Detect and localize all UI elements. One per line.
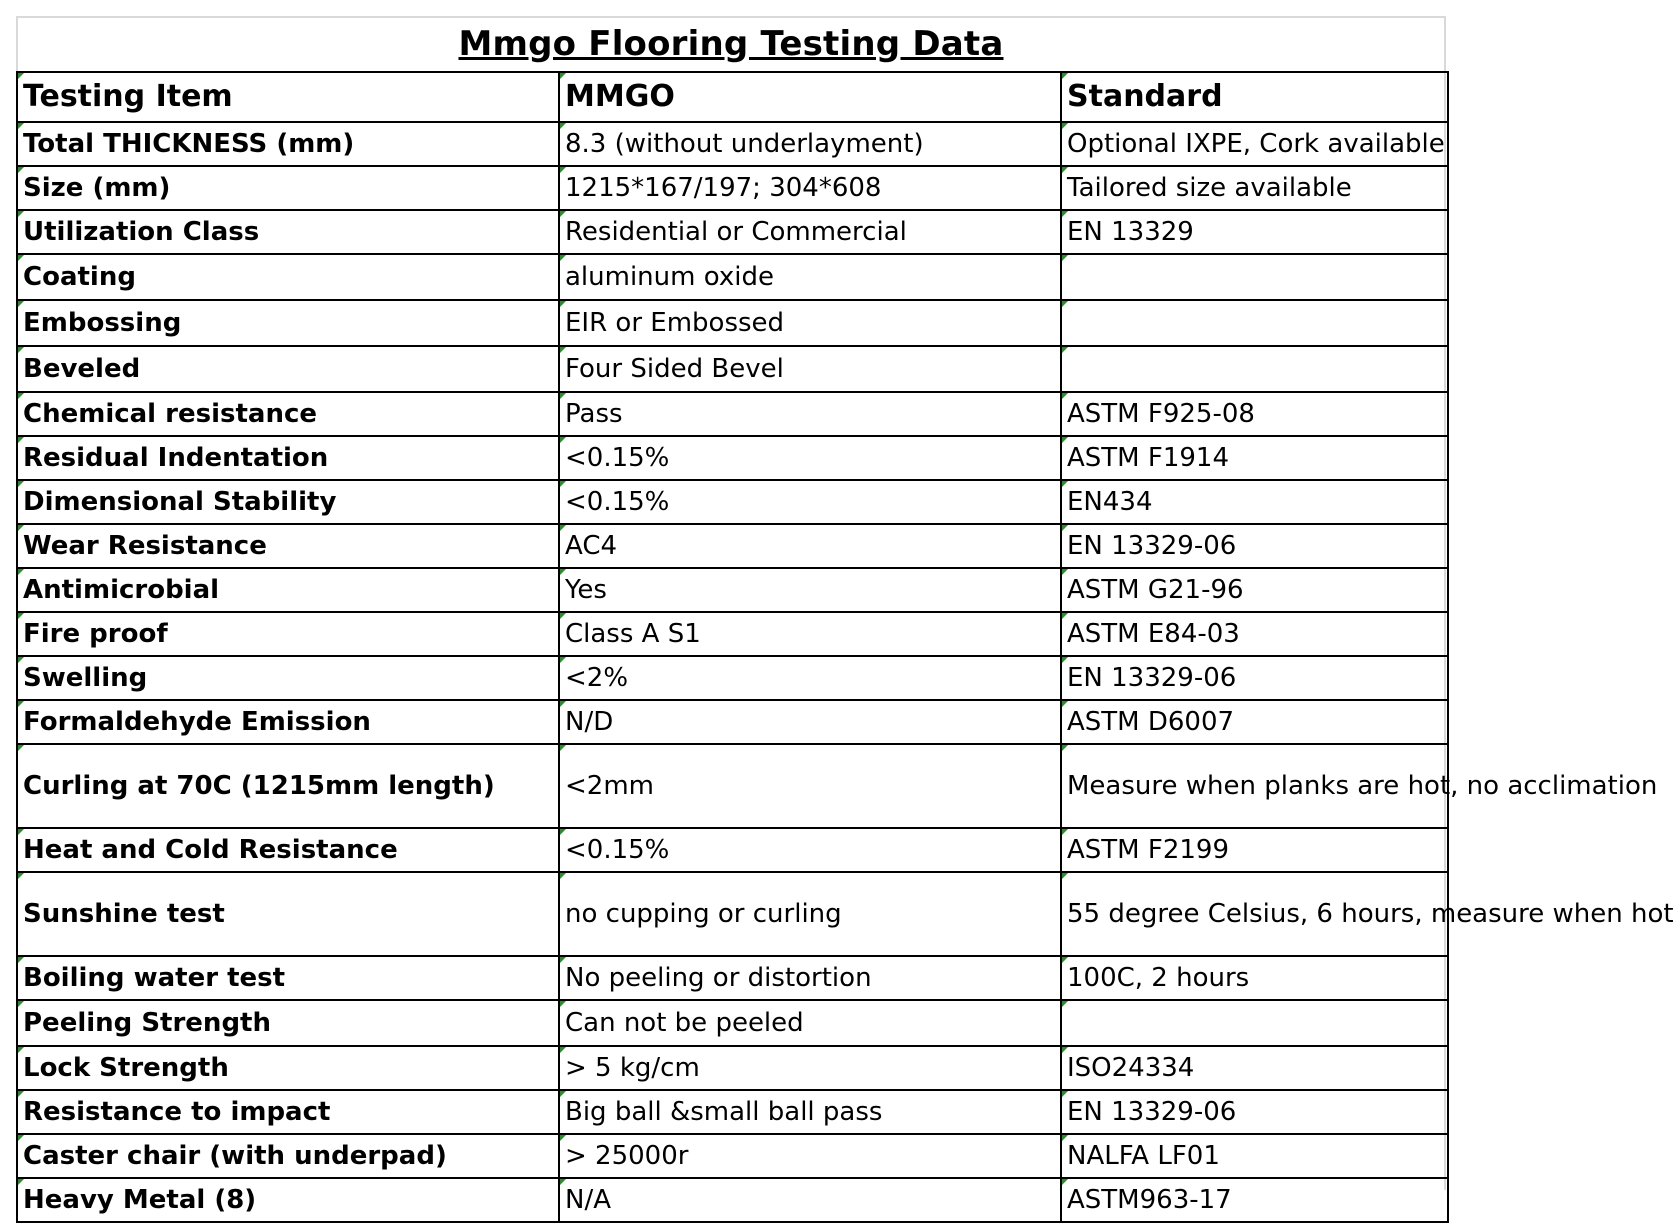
cell-testing-item[interactable]: Utilization Class — [17, 210, 559, 254]
cell-mmgo[interactable]: AC4 — [559, 524, 1061, 568]
table-row — [17, 166, 1448, 210]
cell-standard[interactable]: EN 13329-06 — [1061, 656, 1448, 700]
table-row — [17, 1134, 1448, 1178]
table-row — [17, 480, 1448, 524]
header-row — [17, 72, 1448, 122]
cell-standard[interactable]: 100C, 2 hours — [1061, 956, 1448, 1000]
cell-mmgo[interactable]: Four Sided Bevel — [559, 346, 1061, 392]
cell-standard[interactable]: Tailored size available — [1061, 166, 1448, 210]
cell-testing-item[interactable]: Residual Indentation — [17, 436, 559, 480]
cell-standard[interactable] — [1061, 1000, 1448, 1046]
cell-standard[interactable] — [1061, 254, 1448, 300]
cell-standard[interactable]: ASTM F2199 — [1061, 828, 1448, 872]
cell-testing-item[interactable]: Heavy Metal (8) — [17, 1178, 559, 1222]
cell-testing-item[interactable]: Fire proof — [17, 612, 559, 656]
cell-testing-item[interactable]: Formaldehyde Emission — [17, 700, 559, 744]
cell-mmgo[interactable]: <0.15% — [559, 480, 1061, 524]
cell-standard[interactable]: ASTM F1914 — [1061, 436, 1448, 480]
cell-standard[interactable]: EN434 — [1061, 480, 1448, 524]
cell-testing-item[interactable]: Dimensional Stability — [17, 480, 559, 524]
cell-mmgo[interactable]: <2% — [559, 656, 1061, 700]
table-row — [17, 122, 1448, 166]
cell-mmgo[interactable]: N/D — [559, 700, 1061, 744]
cell-testing-item[interactable]: Resistance to impact — [17, 1090, 559, 1134]
cell-mmgo[interactable]: 8.3 (without underlayment) — [559, 122, 1061, 166]
cell-mmgo[interactable]: > 5 kg/cm — [559, 1046, 1061, 1090]
header-testing-item[interactable]: Testing Item — [17, 72, 559, 122]
table-row — [17, 872, 1448, 956]
table-row — [17, 436, 1448, 480]
cell-testing-item[interactable]: Total THICKNESS (mm) — [17, 122, 559, 166]
cell-mmgo[interactable]: no cupping or curling — [559, 872, 1061, 956]
cell-standard[interactable]: Optional IXPE, Cork available — [1061, 122, 1448, 166]
cell-mmgo[interactable]: Class A S1 — [559, 612, 1061, 656]
table-row — [17, 568, 1448, 612]
header-mmgo[interactable]: MMGO — [559, 72, 1061, 122]
cell-mmgo[interactable]: > 25000r — [559, 1134, 1061, 1178]
cell-mmgo[interactable]: 1215*167/197; 304*608 — [559, 166, 1061, 210]
cell-mmgo[interactable]: Pass — [559, 392, 1061, 436]
cell-standard[interactable]: 55 degree Celsius, 6 hours, measure when hot — [1061, 872, 1448, 956]
table-row — [17, 392, 1448, 436]
cell-mmgo[interactable]: Big ball &small ball pass — [559, 1090, 1061, 1134]
cell-mmgo[interactable]: N/A — [559, 1178, 1061, 1222]
cell-standard[interactable]: EN 13329-06 — [1061, 524, 1448, 568]
table-row — [17, 1000, 1448, 1046]
cell-testing-item[interactable]: Curling at 70C (1215mm length) — [17, 744, 559, 828]
cell-standard[interactable]: ASTM F925-08 — [1061, 392, 1448, 436]
cell-mmgo[interactable]: No peeling or distortion — [559, 956, 1061, 1000]
testing-data-table — [16, 71, 1674, 1223]
table-row — [17, 254, 1448, 300]
cell-mmgo[interactable]: <0.15% — [559, 828, 1061, 872]
cell-testing-item[interactable]: Sunshine test — [17, 872, 559, 956]
table-row — [17, 828, 1448, 872]
cell-mmgo[interactable]: Residential or Commercial — [559, 210, 1061, 254]
cell-testing-item[interactable]: Swelling — [17, 656, 559, 700]
table-row — [17, 744, 1448, 828]
table-row — [17, 612, 1448, 656]
cell-mmgo[interactable]: aluminum oxide — [559, 254, 1061, 300]
table-row — [17, 210, 1448, 254]
cell-mmgo[interactable]: EIR or Embossed — [559, 300, 1061, 346]
cell-standard[interactable]: ASTM G21-96 — [1061, 568, 1448, 612]
cell-standard[interactable]: EN 13329 — [1061, 210, 1448, 254]
cell-mmgo[interactable]: <2mm — [559, 744, 1061, 828]
cell-testing-item[interactable]: Lock Strength — [17, 1046, 559, 1090]
cell-testing-item[interactable]: Peeling Strength — [17, 1000, 559, 1046]
table-row — [17, 1090, 1448, 1134]
cell-testing-item[interactable]: Heat and Cold Resistance — [17, 828, 559, 872]
table-row — [17, 1046, 1448, 1090]
cell-mmgo[interactable]: Can not be peeled — [559, 1000, 1061, 1046]
table-row — [17, 346, 1448, 392]
cell-testing-item[interactable]: Coating — [17, 254, 559, 300]
header-standard[interactable]: Standard — [1061, 72, 1448, 122]
cell-standard[interactable]: ASTM E84-03 — [1061, 612, 1448, 656]
cell-standard[interactable]: ASTM D6007 — [1061, 700, 1448, 744]
cell-standard[interactable]: NALFA LF01 — [1061, 1134, 1448, 1178]
cell-standard[interactable]: ASTM963-17 — [1061, 1178, 1448, 1222]
cell-testing-item[interactable]: Wear Resistance — [17, 524, 559, 568]
table-row — [17, 656, 1448, 700]
cell-testing-item[interactable]: Beveled — [17, 346, 559, 392]
cell-standard[interactable] — [1061, 300, 1448, 346]
cell-standard[interactable]: Measure when planks are hot, no acclimation — [1061, 744, 1448, 828]
cell-testing-item[interactable]: Chemical resistance — [17, 392, 559, 436]
cell-mmgo[interactable]: Yes — [559, 568, 1061, 612]
table-row — [17, 524, 1448, 568]
table-row — [17, 1178, 1448, 1222]
table-row — [17, 700, 1448, 744]
table-row — [17, 300, 1448, 346]
table-row — [17, 956, 1448, 1000]
cell-testing-item[interactable]: Embossing — [17, 300, 559, 346]
cell-standard[interactable]: EN 13329-06 — [1061, 1090, 1448, 1134]
cell-testing-item[interactable]: Boiling water test — [17, 956, 559, 1000]
cell-standard[interactable] — [1061, 346, 1448, 392]
cell-standard[interactable]: ISO24334 — [1061, 1046, 1448, 1090]
cell-testing-item[interactable]: Antimicrobial — [17, 568, 559, 612]
page-title: Mmgo Flooring Testing Data — [458, 24, 1004, 64]
cell-testing-item[interactable]: Size (mm) — [17, 166, 559, 210]
cell-testing-item[interactable]: Caster chair (with underpad) — [17, 1134, 559, 1178]
cell-mmgo[interactable]: <0.15% — [559, 436, 1061, 480]
